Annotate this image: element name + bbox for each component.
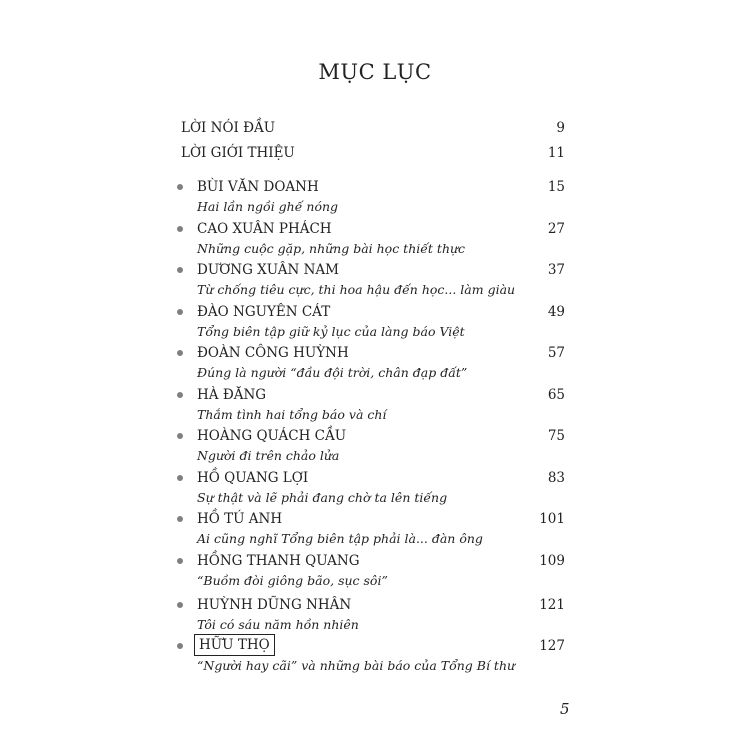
entry-subtitle: Người đi trên chảo lửa: [197, 448, 340, 463]
toc-entry-introduction: [181, 143, 565, 163]
entry-name: HỒ TÚ ANH: [197, 511, 283, 527]
entry-subtitle: Thắm tình hai tổng báo và chí: [197, 407, 387, 422]
entry-name: CAO XUÂN PHÁCH: [197, 221, 332, 237]
toc-entry: [0, 636, 750, 678]
entry-subtitle: Sự thật và lẽ phải đang chờ ta lên tiếng: [197, 490, 448, 505]
toc-entry: [0, 177, 750, 219]
entry-subtitle: Ai cũng nghĩ Tổng biên tập phải là... đàn ông: [197, 531, 483, 546]
entry-page-number: 15: [547, 179, 565, 195]
page-title: MỤC LỤC: [318, 60, 432, 84]
entry-subtitle: Tôi có sáu năm hồn nhiên: [197, 617, 359, 632]
entry-name: HÀ ĐĂNG: [197, 387, 267, 403]
entry-page-number: 11: [547, 145, 565, 161]
entry-label: LỜI GIỚI THIỆU: [181, 145, 295, 161]
page-folio-number: 5: [560, 700, 570, 718]
toc-entry: [0, 595, 750, 637]
bullet-icon: [177, 516, 183, 522]
entry-page-number: 109: [539, 553, 565, 569]
entry-name: DƯƠNG XUÂN NAM: [197, 262, 339, 278]
bullet-icon: [177, 558, 183, 564]
entry-label: LỜI NÓI ĐẦU: [181, 120, 276, 136]
bullet-icon: [177, 267, 183, 273]
entry-page-number: 49: [547, 304, 565, 320]
entry-page-number: 9: [556, 120, 565, 136]
toc-entry: [0, 551, 750, 593]
entry-name: HỒ QUANG LỢI: [197, 470, 309, 486]
entry-page-number: 37: [547, 262, 565, 278]
entry-page-number: 127: [539, 638, 565, 654]
toc-entry: [0, 219, 750, 261]
entry-subtitle: Hai lần ngồi ghế nóng: [197, 199, 339, 214]
bullet-icon: [177, 433, 183, 439]
entry-page-number: 57: [547, 345, 565, 361]
toc-entry: [0, 343, 750, 385]
entry-subtitle: “Người hay cãi” và những bài báo của Tổng Bí thư: [197, 658, 516, 673]
toc-entry: [0, 426, 750, 468]
entry-page-number: 101: [539, 511, 565, 527]
entry-subtitle: Tổng biên tập giữ kỷ lục của làng báo Việt: [197, 324, 465, 339]
toc-entry-foreword: [181, 118, 565, 138]
bullet-icon: [177, 350, 183, 356]
bullet-icon: [177, 392, 183, 398]
entry-page-number: 75: [547, 428, 565, 444]
entry-name: ĐÀO NGUYÊN CÁT: [197, 304, 331, 320]
entry-page-number: 121: [539, 597, 565, 613]
entry-subtitle: Đúng là người “đầu đội trời, chân đạp đất”: [197, 365, 468, 380]
bullet-icon: [177, 602, 183, 608]
entry-subtitle: Những cuộc gặp, những bài học thiết thực: [197, 241, 466, 256]
entry-name: HỒNG THANH QUANG: [197, 553, 360, 569]
toc-entry: [0, 468, 750, 510]
entry-page-number: 83: [547, 470, 565, 486]
entry-name: HOÀNG QUÁCH CẦU: [197, 428, 347, 444]
toc-entry: [0, 385, 750, 427]
toc-entry: [0, 509, 750, 551]
toc-entry: [0, 260, 750, 302]
entry-name-highlighted: HỮU THỌ: [194, 634, 275, 656]
toc-entry: [0, 302, 750, 344]
bullet-icon: [177, 643, 183, 649]
entry-subtitle: “Buồm đòi giông bão, sục sôi”: [197, 573, 388, 588]
bullet-icon: [177, 184, 183, 190]
entry-page-number: 65: [547, 387, 565, 403]
bullet-icon: [177, 475, 183, 481]
bullet-icon: [177, 309, 183, 315]
entry-page-number: 27: [547, 221, 565, 237]
entry-name: HUỲNH DŨNG NHÂN: [197, 597, 352, 613]
bullet-icon: [177, 226, 183, 232]
entry-name: BÙI VĂN DOANH: [197, 179, 319, 195]
entry-name: ĐOÀN CÔNG HUỲNH: [197, 345, 349, 361]
entry-subtitle: Từ chống tiêu cực, thi hoa hậu đến học... làm giàu: [197, 282, 516, 297]
